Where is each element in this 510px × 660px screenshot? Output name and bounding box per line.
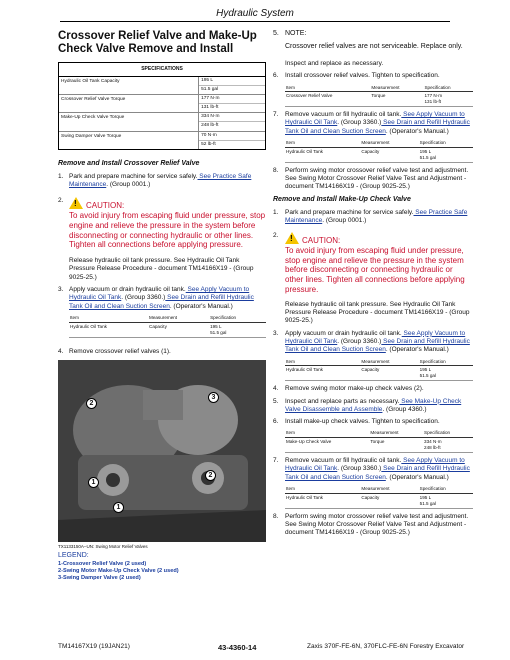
spec-value: 195 L [201,77,214,83]
step-text: Apply vacuum or drain hydraulic oil tank. [69,286,186,294]
step-4 [58,348,266,356]
step-text: Park and prepare machine for service safely. [69,172,198,180]
make-up-check-valve-link[interactable]: See Make-Up Check Valve Disassemble and Assemble [285,397,462,413]
footer-doc-id: TM14167X19 (19JAN21) [58,643,130,650]
caution-block [69,197,266,250]
spec-table [58,62,266,149]
drain-refill-link[interactable]: See Drain and Refill Hydraulic Tank Oil and Clean Suction Screen [285,119,470,135]
table-row: Hydraulic Oil Tank Capacity 195 L 51.5 gal [285,366,473,381]
apply-vacuum-link[interactable]: See Apply Vacuum to Hydraulic Oil Tank [285,329,466,345]
footer-model: Zaxis 370F-FE-6N, 370FLC-FE-6N Forestry Excavator [307,643,465,650]
table-row: Hydraulic Oil Tank Capacity 195 L 51.5 gal [285,147,473,162]
apply-vacuum-link[interactable]: See Apply Vacuum to Hydraulic Oil Tank [285,457,465,473]
step-3 [58,286,266,338]
step-b3: 3. Apply vacuum or drain hydraulic oil tank. See Apply Vacuum to Hydraulic Oil Tank. (Group 3360.) See Drain and Refill Hydraulic Tank Oil and Clean Suction Screen. (Operator's Manual.) Item Measurement Specification Hydraulic Oil Tank Capacity 195 L 51.5 gal [273,330,473,382]
apply-vacuum-link[interactable]: See Apply Vacuum to Hydraulic Oil Tank [285,111,465,127]
callout-1: 1 [88,477,99,488]
page-header: Hydraulic System [216,8,294,19]
spec-value: 52 lb-ft [199,140,265,149]
step-text: . (Group 0001.) [106,181,151,189]
table-row: Make-Up Check Valve Torque 334 N·m 248 lb-ft [285,438,473,453]
spec-value: 51.5 gal [199,85,265,94]
callout-1: 1 [113,502,124,513]
callout-2: 2 [205,470,216,481]
figure-caption: TX1133150A–UN: Swing Motor Relief Valves [58,543,148,549]
step-5 [273,30,473,68]
legend-item: 1-Crossover Relief Valve (2 used) [58,560,147,567]
legend-item: 3-Swing Damper Valve (2 used) [58,575,141,582]
step-number: 2. [58,197,64,205]
warning-icon: ! [285,232,299,244]
step-6-spec-table: Item Measurement Specification Crossover Relief Valve Torque 177 N·m 131 lb-ft [285,84,473,108]
step-3-spec-table [69,314,266,338]
release-text: Release hydraulic oil tank pressure. See Hydraulic Oil Tank Pressure Release Procedure - document TM14166X19 - (Group 9025-25.) [69,257,254,281]
step-text: Install crossover relief valves. Tighten to specification. [285,72,440,80]
step-2 [58,197,266,250]
col-measurement: Measurement [148,314,209,322]
step-number: 7. [273,111,279,119]
spec-row [59,132,265,149]
step-7: 7. Remove vacuum or fill hydraulic oil tank. See Apply Vacuum to Hydraulic Oil Tank. (Group 3360.) See Drain and Refill Hydraulic Tank Oil and Clean Suction Screen. (Operator's Manual.) Item Measurement Specification Hydraulic Oil Tank Capacity 195 L 51.5 gal [273,111,473,163]
spec-value: 70 N·m [201,132,217,138]
step-8 [273,167,473,192]
apply-vacuum-link[interactable]: See Apply Vacuum to Hydraulic Oil Tank [69,286,250,302]
swing-motor-photo [58,360,266,542]
drain-refill-link[interactable]: See Drain and Refill Hydraulic Tank Oil and Clean Suction Screen [69,294,254,310]
step-1 [58,173,266,190]
callout-3: 3 [208,392,219,403]
step-number: 3. [58,286,64,294]
drain-refill-link[interactable]: See Drain and Refill Hydraulic Tank Oil and Clean Suction Screen [285,465,470,481]
col-specification: Specification [209,314,266,322]
valve-illustration [58,360,266,542]
step-number: 5. [273,30,279,37]
drain-refill-link[interactable]: See Drain and Refill Hydraulic Tank Oil and Clean Suction Screen [285,337,470,354]
spec-label: Swing Damper Valve Torque [59,132,199,149]
step-text: Remove crossover relief valves (1). [69,347,171,355]
step-b8: 8. Perform swing motor crossover relief valve test and adjustment. See Swing Motor Crossover Relief Valve Test and Adjustment - document TM14166X19 - (Group 9025-25.) [273,512,469,537]
col-item: Item [69,314,148,322]
step-b6: 6. Install make-up check valves. Tighten to specification. Item Measurement Specification Make-Up Check Valve Torque 334 N·m 248 lb-ft [273,418,473,453]
footer-page-number: 43-4360-14 [218,643,257,652]
spec-value: 177 N·m [201,96,220,102]
left-column [58,30,266,582]
caution-label: CAUTION: [86,201,125,211]
step-b7: 7. Remove vacuum or fill hydraulic oil tank. See Apply Vacuum to Hydraulic Oil Tank. (Group 3360.) See Drain and Refill Hydraulic Tank Oil and Clean Suction Screen. (Operator's Manual.) Item Measurement Specification Hydraulic Oil Tank Capacity 195 L 51.5 gal [273,457,473,509]
step-number: 4. [58,347,64,355]
right-column [273,30,473,542]
practice-safe-maintenance-link[interactable]: See Practice Safe Maintenance [285,208,468,224]
step-b6-spec-table: Item Measurement Specification Make-Up Check Valve Torque 334 N·m 248 lb-ft [285,429,473,453]
practice-safe-maintenance-link[interactable]: See Practice Safe Maintenance [69,172,252,189]
step-number: 1. [58,172,64,180]
legend-item: 2-Swing Motor Make-Up Check Valve (2 used) [58,567,179,574]
step-text: . (Operator's Manual.) [169,302,233,310]
step-number: 8. [273,166,279,174]
spec-row [59,77,265,95]
callout-2: 2 [86,398,97,409]
table-row: Hydraulic Oil Tank Capacity 195 L 51.5 gal [285,493,473,508]
step-b1: 1. Park and prepare machine for service safely. See Practice Safe Maintenance. (Group 0001.) [273,208,468,224]
legend-title: LEGEND: [58,551,89,559]
step-b2: 2. ! CAUTION: To avoid injury from escaping fluid under pressure, stop engine and relieve the pressure in the system before disconnecting or connecting hydraulic or other lines. Tighten all connections before applying pressure. [273,232,473,295]
step-b4: 4. Remove swing motor make-up check valves (2). [273,385,424,393]
header-rule [60,21,450,22]
step-6 [273,72,473,107]
spec-value: 334 N·m [201,114,220,120]
warning-icon: ! [69,197,83,209]
spec-value: 131 lb-ft [199,103,265,112]
step-text: . (Group 3360.) [121,294,166,302]
spec-row [59,95,265,113]
caution-text: To avoid injury from escaping fluid under pressure, stop engine and relieve the pressure in the system before disconnecting or connecting hydraulic or other lines. Tighten all connections before applying pressure. [69,211,266,250]
step-text: Perform swing motor crossover relief valve test and adjustment. See Swing Motor Crossover Relief Valve Test and Adjustment - document TM14166X19 - (Group 9025-25.) [285,166,469,191]
table-row: Crossover Relief Valve Torque 177 N·m 131 lb-ft [285,92,473,107]
spec-table-title: SPECIFICATIONS [59,63,265,76]
section-heading: Remove and Install Make-Up Check Valve [273,195,411,203]
step-number: 6. [273,72,279,80]
note-label: NOTE: [285,30,307,37]
step-7-spec-table: Item Measurement Specification Hydraulic Oil Tank Capacity 195 L 51.5 gal [285,139,473,163]
step-b5: 5. Inspect and replace parts as necessary. See Make-Up Check Valve Disassemble and Assemble. (Group 4360.) [273,397,462,413]
step-b3-spec-table: Item Measurement Specification Hydraulic Oil Tank Capacity 195 L 51.5 gal [285,358,473,382]
spec-label: Hydraulic Oil Tank Capacity [59,77,199,94]
release-text: Release hydraulic oil tank pressure. See Hydraulic Oil Tank Pressure Release Procedure - document TM14166X19 - (Group 9025-25.) [285,300,470,325]
step-text: Inspect and replace as necessary. [285,59,384,67]
spec-label: Crossover Relief Valve Torque [59,95,199,112]
spec-label: Make-Up Check Valve Torque [59,113,199,130]
spec-row [59,113,265,131]
caution-block: ! CAUTION: To avoid injury from escaping fluid under pressure, stop engine and relieve the pressure in the system before disconnecting or connecting hydraulic or other lines. Tighten all connections before applying pressure. [285,234,465,294]
note-text: Crossover relief valves are not serviceable. Replace only. [285,42,463,50]
spec-value: 248 lb-ft [199,121,265,130]
table-row: Hydraulic Oil Tank Capacity 195 L 51.5 gal [69,322,266,337]
page-title: Crossover Relief Valve and Make-Up Check Valve Remove and Install [58,30,257,56]
step-b7-spec-table: Item Measurement Specification Hydraulic Oil Tank Capacity 195 L 51.5 gal [285,485,473,509]
section-heading: Remove and Install Crossover Relief Valve [58,159,200,167]
